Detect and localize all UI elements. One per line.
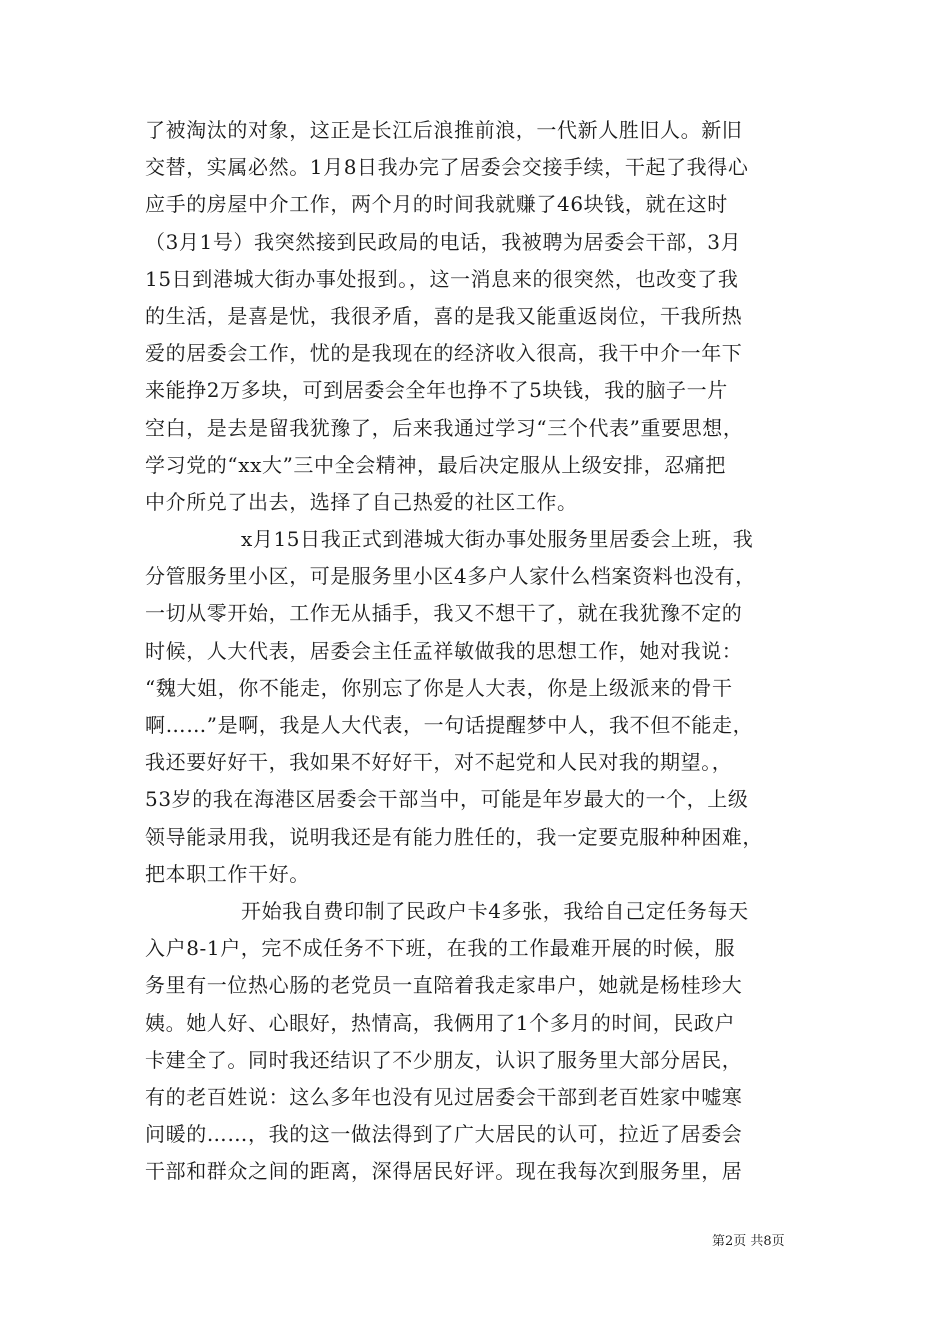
text-line: 53岁的我在海港区居委会干部当中，可能是年岁最大的一个，上级	[145, 787, 749, 812]
text-line: 分管服务里小区，可是服务里小区4多户人家什么档案资料也没有，	[145, 564, 756, 589]
text-line: 15日到港城大街办事处报到。，这一消息来的很突然，也改变了我	[145, 266, 739, 291]
text-line: （3月1号）我突然接到民政局的电话，我被聘为居委会干部，3月	[145, 229, 742, 254]
text-line: 卡建全了。同时我还结识了不少朋友，认识了服务里大部分居民，	[145, 1047, 743, 1072]
text-line: 交替，实属必然。1月8日我办完了居委会交接手续，干起了我得心	[145, 155, 749, 180]
text-line: 干部和群众之间的距离，深得居民好评。现在我每次到服务里，居	[145, 1159, 743, 1184]
text-line: 学习党的“xx大”三中全会精神，最后决定服从上级安排，忍痛把	[145, 452, 727, 477]
text-line: 啊……”是啊，我是人大代表，一句话提醒梦中人，我不但不能走，	[145, 713, 754, 737]
text-line: 领导能录用我，说明我还是有能力胜任的，我一定要克服种种困难，	[145, 824, 763, 849]
text-line: 我还要好好干，我如果不好好干，对不起党和人民对我的期望。，	[145, 750, 733, 775]
text-line: 时候，人大代表，居委会主任孟祥敏做我的思想工作，她对我说：	[145, 638, 743, 663]
text-line: 空白，是去是留我犹豫了，后来我通过学习“三个代表”重要思想，	[145, 415, 744, 440]
text-line: 的生活，是喜是忧，我很矛盾，喜的是我又能重返岗位，干我所热	[145, 303, 743, 328]
paragraph-start-line: x月15日我正式到港城大街办事处服务里居委会上班，我	[241, 527, 754, 552]
body-text	[145, 112, 835, 1190]
page-number-footer: 第2页 共8页	[712, 1234, 785, 1249]
text-line: 入户8-1户，完不成任务不下班，在我的工作最难开展的时候，服	[145, 936, 736, 961]
text-line: 有的老百姓说：这么多年也没有见过居委会干部到老百姓家中嘘寒	[145, 1084, 743, 1109]
text-line: 爱的居委会工作，忧的是我现在的经济收入很高，我干中介一年下	[145, 341, 743, 366]
text-line: 一切从零开始，工作无从插手，我又不想干了，就在我犹豫不定的	[145, 601, 743, 626]
text-line: 中介所兑了出去，选择了自己热爱的社区工作。	[145, 489, 578, 514]
text-line: 来能挣2万多块，可到居委会全年也挣不了5块钱，我的脑子一片	[145, 378, 728, 403]
text-line: 姨。她人好、心眼好，热情高，我俩用了1个多月的时间，民政户	[145, 1010, 736, 1035]
text-line: 务里有一位热心肠的老党员一直陪着我走家串户，她就是杨桂珍大	[145, 973, 743, 998]
text-line: “魏大姐，你不能走，你别忘了你是人大表，你是上级派来的骨干	[145, 675, 733, 700]
text-line: 问暖的……，我的这一做法得到了广大居民的认可，拉近了居委会	[145, 1122, 743, 1147]
paragraph-start-line: 开始我自费印制了民政户卡4多张，我给自己定任务每天	[241, 898, 749, 923]
text-line: 应手的房屋中介工作，两个月的时间我就赚了46块钱，就在这时	[145, 192, 728, 217]
text-line: 把本职工作干好。	[145, 861, 310, 886]
text-line: 了被淘汰的对象，这正是长江后浪推前浪，一代新人胜旧人。新旧	[145, 118, 743, 142]
